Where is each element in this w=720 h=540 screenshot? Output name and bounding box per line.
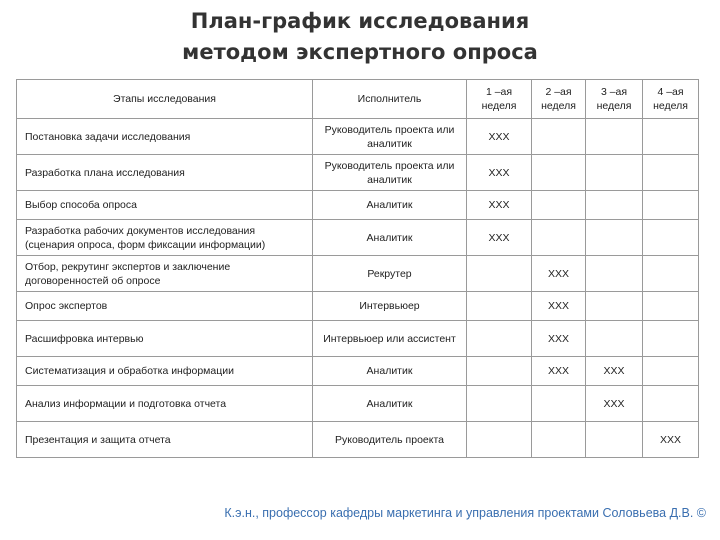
week-3-cell [586,422,643,458]
week-4-cell [643,256,699,292]
week-1-cell [467,292,532,321]
executor-cell: Аналитик [313,386,467,422]
table-row [17,386,699,422]
header-week-2: 2 –ая неделя [532,80,586,119]
week-3-cell [586,191,643,220]
table-row [17,357,699,386]
week-2-cell: XXX [532,321,586,357]
executor-cell: Рекрутер [313,256,467,292]
table-row [17,321,699,357]
week-3-cell: XXX [586,357,643,386]
week-2-cell [532,155,586,191]
header-week-3: 3 –ая неделя [586,80,643,119]
week-2-cell [532,191,586,220]
week-4-cell [643,220,699,256]
author-credit: К.э.н., профессор кафедры маркетинга и управления проектами Соловьева Д.В. © [224,506,706,520]
executor-cell: Руководитель проекта или аналитик [313,155,467,191]
table-row [17,220,699,256]
week-1-cell [467,386,532,422]
stage-cell: Систематизация и обработка информации [17,357,313,386]
header-week-4: 4 –ая неделя [643,80,699,119]
stage-cell: Опрос экспертов [17,292,313,321]
week-4-cell [643,321,699,357]
executor-cell: Аналитик [313,220,467,256]
header-row [17,80,699,119]
week-1-cell: XXX [467,155,532,191]
stage-cell: Постановка задачи исследования [17,119,313,155]
week-3-cell [586,155,643,191]
table-row [17,191,699,220]
table-row [17,292,699,321]
table-row [17,422,699,458]
week-4-cell [643,386,699,422]
header-week-1: 1 –ая неделя [467,80,532,119]
week-2-cell [532,422,586,458]
table-row [17,256,699,292]
week-1-cell: XXX [467,220,532,256]
title-line-1: План-график исследования [190,9,530,33]
executor-cell: Интервьюер или ассистент [313,321,467,357]
week-2-cell [532,220,586,256]
table-row [17,119,699,155]
header-executor: Исполнитель [313,80,467,119]
executor-cell: Интервьюер [313,292,467,321]
week-3-cell [586,119,643,155]
week-2-cell [532,119,586,155]
week-3-cell [586,220,643,256]
week-1-cell [467,256,532,292]
week-1-cell: XXX [467,119,532,155]
stage-cell: Анализ информации и подготовка отчета [17,386,313,422]
executor-cell: Аналитик [313,357,467,386]
executor-cell: Руководитель проекта или аналитик [313,119,467,155]
stage-cell: Презентация и защита отчета [17,422,313,458]
schedule-table [16,79,699,458]
week-4-cell [643,191,699,220]
week-3-cell [586,292,643,321]
week-2-cell: XXX [532,292,586,321]
title-line-2: методом экспертного опроса [182,40,538,64]
stage-cell: Разработка плана исследования [17,155,313,191]
week-3-cell: XXX [586,386,643,422]
executor-cell: Руководитель проекта [313,422,467,458]
week-4-cell [643,292,699,321]
week-1-cell [467,422,532,458]
week-4-cell [643,119,699,155]
table-row [17,155,699,191]
page-title [0,6,720,68]
executor-cell: Аналитик [313,191,467,220]
week-2-cell [532,386,586,422]
stage-cell: Расшифровка интервью [17,321,313,357]
header-stage: Этапы исследования [17,80,313,119]
week-4-cell [643,155,699,191]
week-1-cell [467,321,532,357]
stage-cell: Отбор, рекрутинг экспертов и заключение договоренностей об опросе [17,256,313,292]
week-1-cell [467,357,532,386]
week-4-cell: XXX [643,422,699,458]
week-4-cell [643,357,699,386]
stage-cell: Выбор способа опроса [17,191,313,220]
stage-cell: Разработка рабочих документов исследования (сценария опроса, форм фиксации информации) [17,220,313,256]
week-2-cell: XXX [532,357,586,386]
week-1-cell: XXX [467,191,532,220]
week-2-cell: XXX [532,256,586,292]
week-3-cell [586,256,643,292]
week-3-cell [586,321,643,357]
